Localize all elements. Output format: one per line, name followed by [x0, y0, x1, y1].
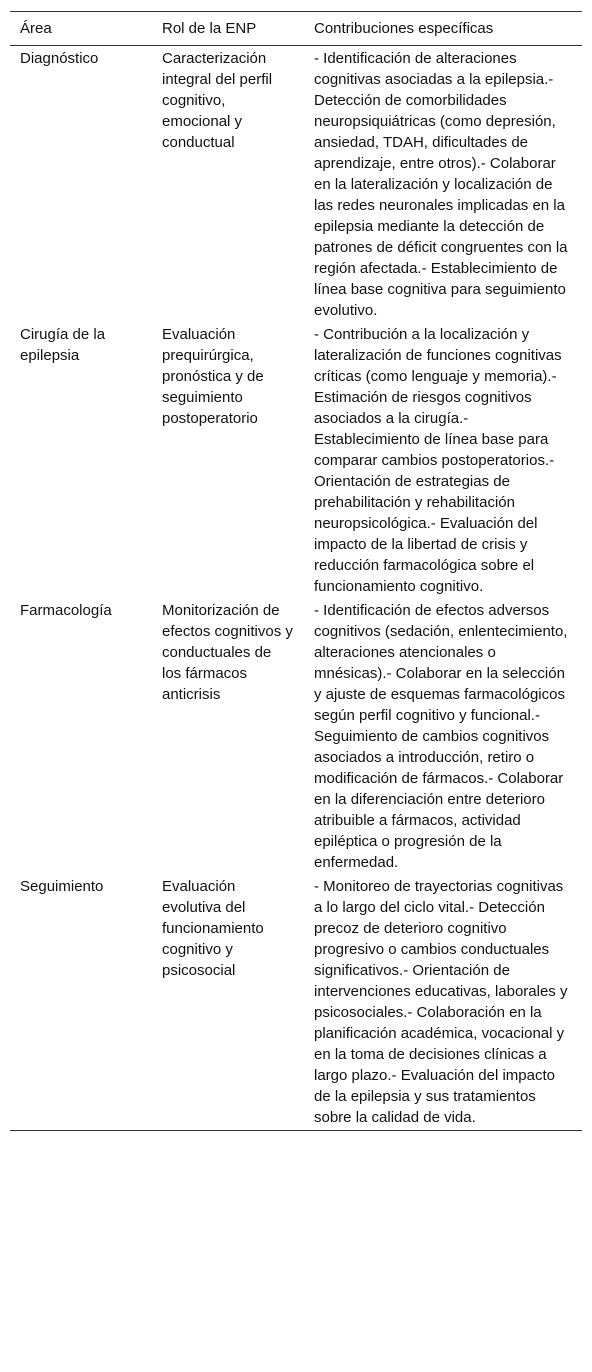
cell-area: Farmacología [20, 602, 112, 619]
roles-table-container [10, 11, 582, 1131]
table-row [10, 46, 582, 324]
table-row [10, 323, 582, 599]
cell-area: Cirugía de la epilepsia [20, 326, 106, 364]
cell-rol: Evaluación prequirúrgica, pronóstica y de seguimiento postoperatorio [162, 326, 264, 427]
cell-contribuciones: - Identificación de efectos adversos cognitivos (sedación, enlentecimiento, alteraciones atencionales o mnésicas).- Colaborar en la selección y ajuste de esquemas farmacológicos según perfil cognitivo y funcional.- Seguimiento de cambios cognitivos asociados a introducción, retiro o modificación de fármacos.- Colaborar en la diferenciación entre deterioro atribuible a fármacos, actividad epiléptica o progresión de la enfermedad. [314, 602, 568, 871]
header-rol: Rol de la ENP [162, 20, 257, 37]
cell-area: Diagnóstico [20, 50, 99, 67]
cell-rol: Caracterización integral del perfil cognitivo, emocional y conductual [162, 50, 273, 151]
table-row [10, 599, 582, 875]
roles-table [10, 11, 582, 1131]
cell-contribuciones: - Identificación de alteraciones cognitivas asociadas a la epilepsia.- Detección de comorbilidades neuropsiquiátricas (como depresión, ansiedad, TDAH, dificultades de aprendizaje, entre otros).- Colaborar en la lateralización y localización de las redes neuronales implicadas en la epilepsia mediante la detección de patrones de déficit congruentes con la región afectada.- Establecimiento de línea base cognitiva para seguimiento evolutivo. [314, 50, 568, 319]
table-body [10, 46, 582, 1131]
cell-rol: Monitorización de efectos cognitivos y conductuales de los fármacos anticrisis [162, 602, 293, 703]
header-row [10, 12, 582, 46]
header-area: Área [20, 20, 52, 37]
cell-rol: Evaluación evolutiva del funcionamiento cognitivo y psicosocial [162, 878, 264, 979]
cell-area: Seguimiento [20, 878, 104, 895]
header-contribuciones: Contribuciones específicas [314, 20, 494, 37]
cell-contribuciones: - Contribución a la localización y lateralización de funciones cognitivas críticas (como lenguaje y memoria).- Estimación de riesgos cognitivos asociados a la cirugía.- Establecimiento de línea base para comparar cambios postoperatorios.- Orientación de estrategias de prehabilitación y rehabilitación neuropsicológica.- Evaluación del impacto de la libertad de crisis y reducción farmacológica sobre el funcionamiento cognitivo. [314, 326, 562, 595]
table-row [10, 875, 582, 1131]
table-header [10, 12, 582, 46]
cell-contribuciones: - Monitoreo de trayectorias cognitivas a lo largo del ciclo vital.- Detección precoz de deterioro cognitivo progresivo o cambios conductuales significativos.- Orientación de intervenciones educativas, laborales y psicosociales.- Colaboración en la planificación académica, vocacional y en la toma de decisiones clínicas a largo plazo.- Evaluación del impacto de la epilepsia y sus tratamientos sobre la calidad de vida. [314, 878, 568, 1126]
